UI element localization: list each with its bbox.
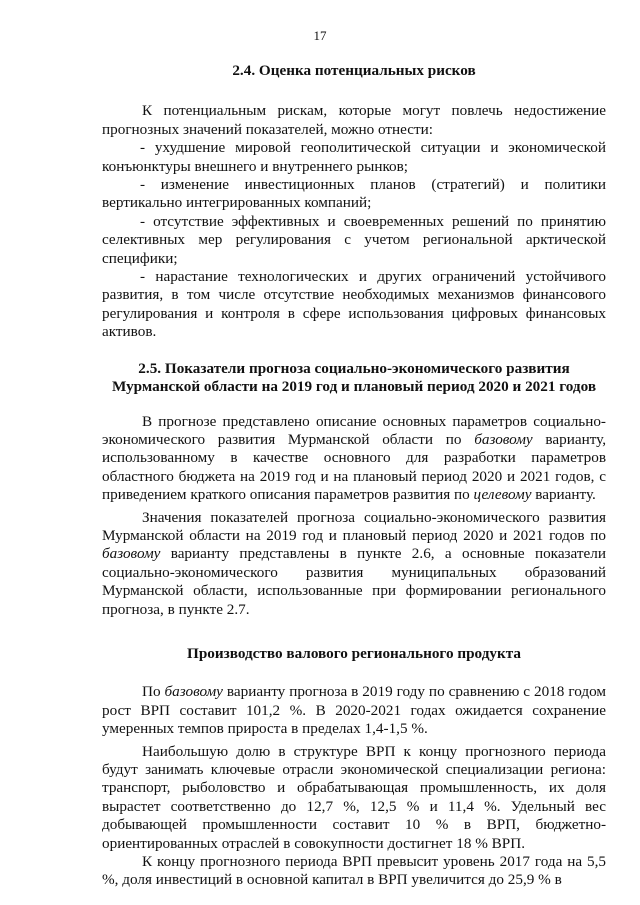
forecast-description-paragraph bbox=[102, 413, 606, 505]
text-run: варианту. bbox=[531, 486, 596, 504]
risk-item: - изменение инвестиционных планов (стратегий) и политики вертикально интегрированных компаний; bbox=[102, 176, 606, 212]
risk-item: - отсутствие эффективных и своевременных решений по принятию селективных мер регулирования с учетом региональной арктической специфики; bbox=[102, 212, 606, 267]
section-2-5-heading bbox=[102, 360, 606, 397]
forecast-values-paragraph bbox=[102, 509, 606, 619]
emphasis-base-variant: базовому bbox=[474, 430, 533, 448]
risk-item: - ухудшение мировой геополитической ситуации и экономической конъюнктуры внешнего и внутреннего рынков; bbox=[102, 139, 606, 175]
emphasis-base-variant: базовому bbox=[102, 545, 161, 563]
text-run: Значения показателей прогноза социально-экономического развития Мурманской области на 2019 год и плановый период 2020 и 2021 годов по bbox=[102, 508, 606, 544]
emphasis-base-variant: базовому bbox=[164, 683, 223, 701]
section-2-5-heading-line-2: Мурманской области на 2019 год и плановый период 2020 и 2021 годов bbox=[111, 378, 597, 396]
section-2-5-heading-line-1: 2.5. Показатели прогноза социально-экономического развития bbox=[138, 359, 570, 377]
risks-intro-paragraph: К потенциальным рискам, которые могут повлечь недостижение прогнозных значений показателей, можно отнести: bbox=[102, 102, 606, 138]
section-2-4-heading: 2.4. Оценка потенциальных рисков bbox=[232, 62, 476, 79]
text-run: варианту, использованному в качестве основного для разработки параметров областного бюджета на 2019 год и на плановый период 2020 и 2021 годов, с приведением краткого описания параметров развития по bbox=[102, 430, 607, 504]
text-run: В прогнозе представлено описание основных параметров социально-экономического развития Мурманской области по bbox=[102, 412, 606, 448]
risk-item: - нарастание технологических и других ограничений устойчивого развития, в том числе отсутствие необходимых механизмов финансового регулирования и контроля в сфере использования цифровых финансовых активов. bbox=[102, 268, 606, 341]
grp-outlook-paragraph: К концу прогнозного периода ВРП превысит уровень 2017 года на 5,5 %, доля инвестиций в основной капитал в ВРП увеличится до 25,9 % в bbox=[102, 853, 606, 889]
grp-structure-paragraph: Наибольшую долю в структуре ВРП к концу прогнозного периода будут занимать ключевые отрасли экономической специализации региона: транспорт, рыболовство и обрабатывающая промышленность, их доля вырастет соответственно до 12,7 %, 12,5 % и 11,4 %. Удельный вес добывающей промышленности составит 10 % в ВРП, бюджетно-ориентированных отраслей в совокупности достигнет 18 % ВРП. bbox=[102, 742, 606, 852]
page-content bbox=[102, 62, 606, 890]
page-number: 17 bbox=[313, 28, 327, 43]
text-run: варианту представлены в пункте 2.6, а основные показатели социально-экономического развития муниципальных образований Мурманской области, использованные при формировании регионального прогноза, в пункте 2.7. bbox=[102, 545, 606, 618]
grp-growth-paragraph bbox=[102, 683, 606, 738]
text-run: По bbox=[142, 683, 165, 701]
text-run: варианту прогноза в 2019 году по сравнению с 2018 годом рост ВРП составит 101,2 %. В 2020-2021 годах ожидается сохранение умеренных темпов прироста в пределах 1,4-1,5 %. bbox=[102, 683, 606, 738]
grp-section-heading: Производство валового регионального продукта bbox=[187, 644, 521, 662]
emphasis-target-variant: целевому bbox=[473, 486, 532, 504]
